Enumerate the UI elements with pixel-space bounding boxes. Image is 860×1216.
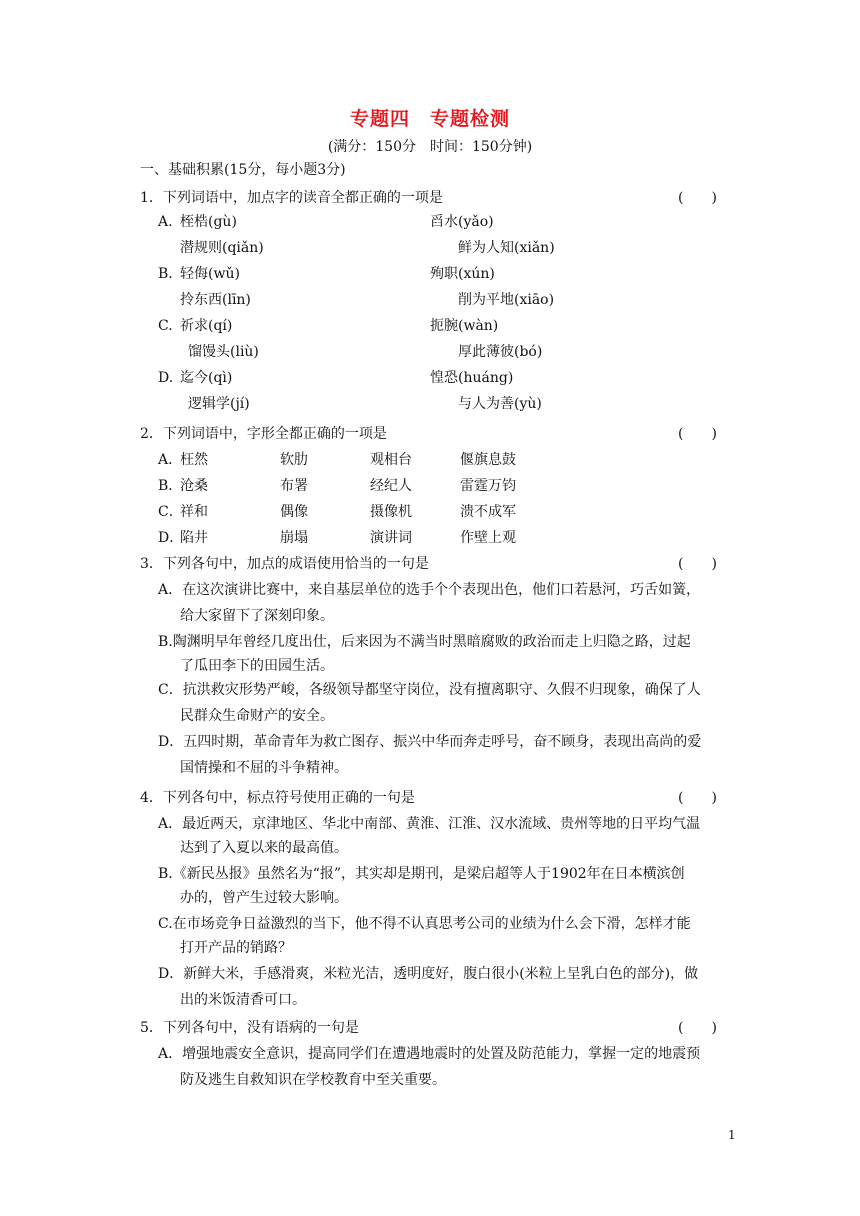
q3-line: 国情操和不屈的斗争精神。 [180,760,348,776]
q1-stem: 1．下列词语中，加点字的读音全都正确的一项是 [140,190,443,206]
q2-d-w4: 作壁上观 [460,530,516,546]
q1-b-2: 殉职(xún) [430,266,495,282]
q2-b-w1: 沧桑 [180,478,208,494]
q4-line: D．新鲜大米，手感滑爽，米粒光洁，透明度好，腹白很小(米粒上呈乳白色的部分)，做 [158,966,699,982]
section-heading: 一、基础积累(15分，每小题3分) [140,162,346,178]
q3-line: D．五四时期，革命青年为救亡图存、振兴中华而奔走呼号，奋不顾身，表现出高尚的爱 [158,734,702,750]
q2-a-w3: 观相台 [370,452,412,468]
q4-line: 打开产品的销路？ [180,940,292,956]
q1-a-1: 桎梏(gù) [180,214,237,230]
q1-c-1: 祈求(qí) [180,318,233,334]
q4-answer-paren: ( ) [678,790,717,806]
q2-a-w2: 软肋 [280,452,308,468]
q2-c-w4: 溃不成军 [460,504,516,520]
q1-c-2: 扼腕(wàn) [430,318,499,334]
q3-line: C．抗洪救灾形势严峻，各级领导都坚守岗位，没有擅离职守、久假不归现象，确保了人 [158,682,701,698]
q1-label-c: C. [158,318,173,334]
q1-d-1: 迄今(qì) [180,370,233,386]
q1-label-b: B. [158,266,173,282]
page-title: 专题四 专题检测 [349,108,510,130]
q2-b-w2: 布署 [280,478,308,494]
q1-d-3: 逻辑学(jí) [188,396,250,412]
q1-a-4: 鲜为人知(xiǎn) [458,240,555,256]
q1-a-2: 舀水(yǎo) [430,214,494,230]
q2-b-label: B． [158,478,183,494]
q5-answer-paren: ( ) [678,1020,717,1036]
q2-a-label: A． [158,452,183,468]
q4-stem: 4．下列各句中，标点符号使用正确的一句是 [140,790,415,806]
q1-label-a: A. [158,214,173,230]
q2-c-label: C． [158,504,183,520]
q2-a-w1: 枉然 [180,452,208,468]
q2-a-w4: 偃旗息鼓 [460,452,516,468]
q1-d-4: 与人为善(yù) [458,396,542,412]
q2-d-w1: 陷井 [180,530,208,546]
q1-label-d: D. [158,370,174,386]
q1-b-4: 削为平地(xiāo) [458,292,555,308]
q4-line: B.《新民丛报》虽然名为“报”，其实却是期刊，是梁启超等人于1902年在日本横滨创 [158,866,685,882]
q4-line: 出的米饭清香可口。 [180,992,306,1008]
q3-line: 给大家留下了深刻印象。 [180,608,334,624]
q1-b-3: 拎东西(līn) [180,292,251,308]
q4-line: C.在市场竞争日益激烈的当下，他不得不认真思考公司的业绩为什么会下滑，怎样才能 [158,916,691,932]
q2-b-w3: 经纪人 [370,478,412,494]
q5-line: 防及逃生自救知识在学校教育中至关重要。 [180,1072,446,1088]
q2-c-w3: 摄像机 [370,504,412,520]
q2-d-w2: 崩塌 [280,530,308,546]
q5-stem: 5．下列各句中，没有语病的一句是 [140,1020,359,1036]
q1-c-4: 厚此薄彼(bó) [458,344,543,360]
q2-d-label: D． [158,530,184,546]
q2-c-w2: 偶像 [280,504,308,520]
q3-line: A．在这次演讲比赛中，来自基层单位的选手个个表现出色，他们口若悬河，巧舌如簧， [158,582,701,598]
q2-stem: 2．下列词语中，字形全都正确的一项是 [140,426,387,442]
q3-line: 了瓜田李下的田园生活。 [180,658,334,674]
q2-b-w4: 雷霆万钧 [460,478,516,494]
q4-line: A．最近两天，京津地区、华北中南部、黄淮、江淮、汉水流域、贵州等地的日平均气温 [158,816,701,832]
q1-d-2: 惶恐(huáng) [430,370,514,386]
page-number: 1 [728,1128,736,1142]
q1-answer-paren: ( ) [678,190,717,206]
q4-line: 办的，曾产生过较大影响。 [180,890,348,906]
q1-a-3: 潜规则(qiǎn) [180,240,264,256]
q5-line: A．增强地震安全意识，提高同学们在遭遇地震时的处置及防范能力，掌握一定的地震预 [158,1046,701,1062]
q2-d-w3: 演讲词 [370,530,412,546]
q3-stem: 3．下列各句中，加点的成语使用恰当的一句是 [140,556,429,572]
q1-b-1: 轻侮(wǔ) [180,266,240,282]
q2-c-w1: 祥和 [180,504,208,520]
page-subtitle: (满分：150分 时间：150分钟) [327,139,533,155]
q2-answer-paren: ( ) [678,426,717,442]
q3-line: B.陶渊明早年曾经几度出仕，后来因为不满当时黑暗腐败的政治而走上归隐之路，过起 [158,634,691,650]
q3-answer-paren: ( ) [678,556,717,572]
q1-c-3: 馏馒头(liù) [188,344,259,360]
q3-line: 民群众生命财产的安全。 [180,708,334,724]
q4-line: 达到了入夏以来的最高值。 [180,840,348,856]
